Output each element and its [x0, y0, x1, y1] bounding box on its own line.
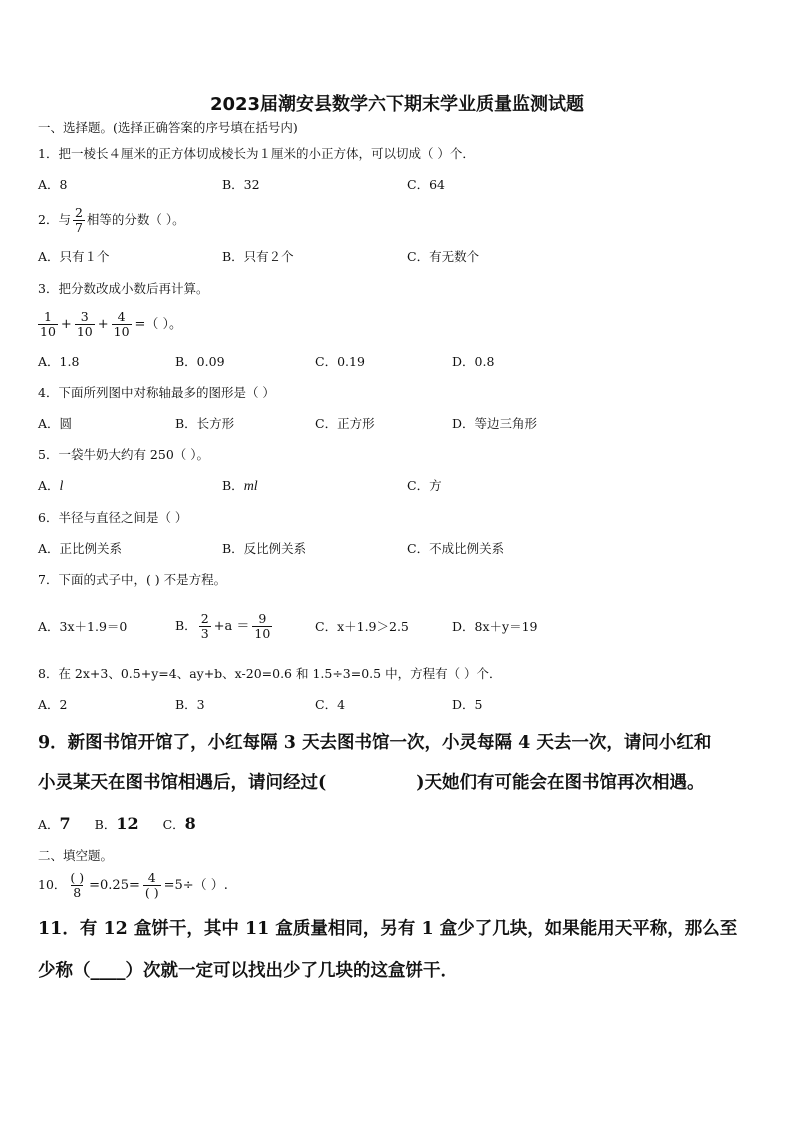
q2-option-b: B．只有２个 — [222, 249, 294, 264]
q10-label: 10． — [38, 877, 67, 892]
q6-option-c: C．不成比例关系 — [407, 541, 505, 556]
q7-fraction-2 — [252, 612, 272, 641]
q3-option-b: B．0.09 — [175, 354, 225, 369]
q7-f2-den: 10 — [254, 626, 271, 641]
plus-sign: + — [97, 316, 109, 332]
q5-option-a-unit: l — [59, 479, 64, 494]
q1-option-a: A．8 — [38, 177, 68, 192]
q10-f1-num: ( ) — [70, 870, 85, 885]
q5-option-b — [222, 478, 258, 495]
section-heading-fill: 二、填空题。 — [38, 848, 114, 863]
q10-tail: =5÷（ ）. — [163, 877, 228, 893]
question-2 — [38, 205, 185, 235]
q2-suffix: 相等的分数（ ）。 — [86, 212, 185, 227]
question-11-line-1: 11．有 12 盒饼干，其中 11 盒质量相同，另有 1 盒少了几块，如果能用天平称，那么至 — [38, 919, 738, 939]
question-7: 7．下面的式子中，( ) 不是方程。 — [38, 572, 227, 587]
q5-option-c — [407, 478, 442, 494]
q10-f1-den: 8 — [73, 885, 82, 900]
q5-option-a — [38, 478, 63, 495]
question-8: 8．在 2x+3、0.5+y=4、ay+b、x-20=0.6 和 1.5÷3=0.5 中，方程有（ ）个． — [38, 666, 502, 681]
q7-fraction-1 — [199, 612, 211, 641]
q7-option-d: D．8x＋y＝19 — [452, 619, 538, 634]
q3-f1-den: 10 — [40, 324, 56, 339]
q1-option-c: C．64 — [407, 177, 445, 192]
q7-option-c: C．x＋1.9＞2.5 — [315, 619, 409, 634]
q7-option-b-label: B． — [175, 618, 197, 633]
q7-f1-den: 3 — [200, 626, 209, 641]
q10-f2-num: 4 — [147, 870, 156, 885]
q5-option-a-label: A． — [38, 478, 60, 493]
q3-f3-num: 4 — [117, 309, 126, 324]
question-1: 1．把一棱长４厘米的正方体切成棱长为１厘米的小正方体，可以切成（ ）个． — [38, 146, 475, 161]
q4-option-d: D．等边三角形 — [452, 416, 538, 431]
q9-option-a-value: 7 — [59, 814, 71, 833]
q4-option-b: B．长方形 — [175, 416, 235, 431]
q2-prefix: 2．与 — [38, 212, 71, 227]
question-4: 4．下面所列图中对称轴最多的图形是（ ） — [38, 385, 275, 400]
q3-f2-num: 3 — [80, 309, 89, 324]
q2-fraction-num: 2 — [74, 205, 83, 220]
q2-fraction-den: 7 — [74, 220, 83, 235]
q10-fraction-1 — [68, 871, 86, 900]
q8-option-b: B．3 — [175, 697, 205, 712]
q3-expression — [36, 306, 183, 343]
q9-option-c-label: C． — [162, 817, 185, 832]
q6-option-a: A．正比例关系 — [38, 541, 123, 556]
q5-option-c-label: C． — [407, 478, 430, 493]
q3-f1-num: 1 — [43, 309, 52, 324]
q6-option-b: B．反比例关系 — [222, 541, 307, 556]
q7-f2-num: 9 — [258, 611, 267, 626]
q10-f2-den: ( ) — [144, 885, 159, 900]
q2-option-c: C．有无数个 — [407, 249, 480, 264]
q3-fraction-2 — [75, 310, 95, 339]
q9-option-b-label: B． — [94, 817, 117, 832]
question-10 — [38, 866, 229, 905]
q3-fraction-1 — [38, 310, 58, 339]
question-3: 3．把分数改成小数后再计算。 — [38, 281, 209, 296]
q5-option-b-unit: ml — [243, 479, 258, 494]
q3-tail: =（ ）。 — [134, 316, 183, 332]
section-heading-choice: 一、选择题。(选择正确答案的序号填在括号内) — [38, 120, 298, 135]
q5-option-c-unit: 方 — [429, 478, 442, 493]
q3-f2-den: 10 — [76, 324, 93, 339]
question-9-line-1: 9．新图书馆开馆了，小红每隔 3 天去图书馆一次，小灵每隔 4 天去一次，请问小红和 — [38, 733, 712, 753]
q5-option-b-label: B． — [222, 478, 244, 493]
q7-f1-num: 2 — [200, 611, 209, 626]
q8-option-c: C．4 — [315, 697, 346, 712]
q7-option-b-mid: +a ＝ — [213, 618, 250, 634]
q4-option-a: A．圆 — [38, 416, 73, 431]
q9-option-c-value: 8 — [184, 814, 196, 833]
question-5: 5．一袋牛奶大约有 250（ ）。 — [38, 447, 210, 462]
q7-option-b — [175, 606, 274, 647]
question-9-line-2 — [38, 772, 705, 794]
q9-option-a-label: A． — [38, 817, 60, 832]
question-11-line-2: 少称（____）次就一定可以找出少了几块的这盒饼干． — [38, 961, 458, 981]
q9-line2-end: )天她们有可能会在图书馆再次相遇。 — [416, 773, 705, 793]
q8-option-d: D．5 — [452, 697, 483, 712]
q3-option-d: D．0.8 — [452, 354, 495, 369]
q9-line2-start: 小灵某天在图书馆相遇后，请问经过( — [38, 773, 327, 793]
plus-sign: + — [60, 316, 72, 332]
q3-option-c: C．0.19 — [315, 354, 365, 369]
q1-option-b: B．32 — [222, 177, 260, 192]
q2-option-a: A．只有１个 — [38, 249, 110, 264]
q9-options — [38, 816, 196, 833]
q3-fraction-3 — [112, 310, 132, 339]
q9-option-b-value: 12 — [116, 814, 139, 833]
q3-option-a: A．1.8 — [38, 354, 80, 369]
page-title: 2023届潮安县数学六下期末学业质量监测试题 — [209, 94, 585, 115]
q8-option-a: A．2 — [38, 697, 68, 712]
q10-mid: =0.25= — [89, 877, 140, 893]
question-6: 6．半径与直径之间是（ ） — [38, 510, 188, 525]
q3-f3-den: 10 — [113, 324, 130, 339]
q2-fraction — [73, 206, 85, 235]
q10-fraction-2 — [143, 871, 161, 900]
q7-option-a: A．3x＋1.9＝0 — [38, 619, 128, 634]
q4-option-c: C．正方形 — [315, 416, 375, 431]
